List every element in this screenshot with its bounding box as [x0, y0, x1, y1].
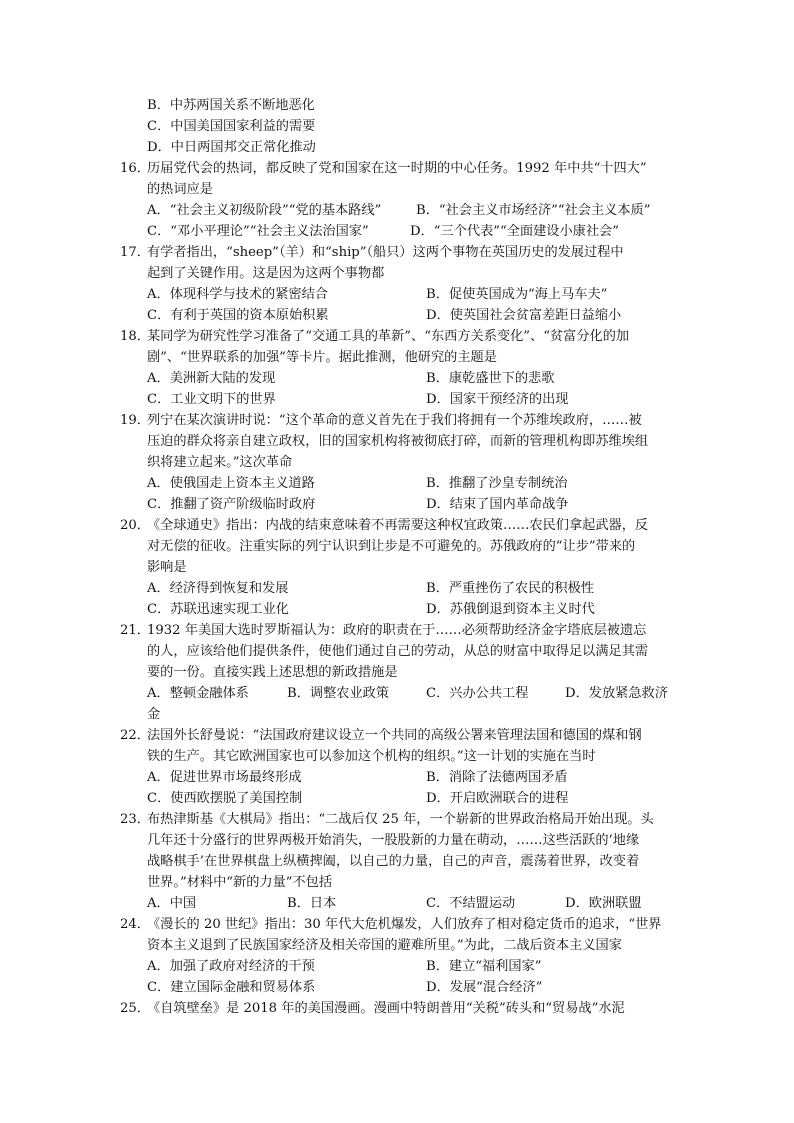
- option-c: C．使西欧摆脱了美国控制: [147, 791, 303, 806]
- question-stem: 的热词应是: [147, 182, 213, 197]
- question-stem: 影响是: [147, 560, 187, 575]
- option-d: D．使英国社会贫富差距日益缩小: [426, 308, 622, 323]
- option-c: C．不结盟运动: [426, 896, 516, 911]
- option-d: D．发放紧急救济: [565, 686, 668, 701]
- option-c: C．推翻了资产阶级临时政府: [147, 497, 316, 512]
- question-stem: 法国外长舒曼说：“法国政府建议设立一个共同的高级公署来管理法国和德国的煤和钢: [147, 728, 642, 743]
- option-d: D．苏俄倒退到资本主义时代: [426, 602, 595, 617]
- question-stem: 战略棋手’在世界棋盘上纵横捭阖，以自己的力量，自己的声音，震荡着世界，改变着: [147, 854, 640, 869]
- option-d: D．结束了国内革命战争: [426, 497, 569, 512]
- option-b: B．建立“福利国家”: [426, 959, 542, 974]
- question-number: 23．: [120, 812, 150, 827]
- option-c: C．苏联迅速实现工业化: [147, 602, 289, 617]
- option-c: C．工业文明下的世界: [147, 392, 276, 407]
- question-stem: 1932 年美国大选时罗斯福认为：政府的职责在于……必须帮助经济金字塔底层被遗忘: [147, 623, 647, 638]
- question-number: 25．: [120, 1001, 150, 1016]
- option-a: A．美洲新大陆的发现: [147, 371, 276, 386]
- option-c: C．兴办公共工程: [426, 686, 529, 701]
- option-c: C．有利于英国的资本原始积累: [147, 308, 329, 323]
- question-stem: 几年还十分盛行的世界两极开始消失，一股股新的力量在萌动，……这些活跃的‘地缘: [147, 833, 640, 848]
- question-stem: 铁的生产。其它欧洲国家也可以参加这个机构的组织。”这一计划的实施在当时: [147, 749, 596, 764]
- option-d: D．中日两国邦交正常化推动: [147, 140, 316, 155]
- question-stem: 列宁在某次演讲时说：“这个革命的意义首先在于我们将拥有一个苏维埃政府，……被: [147, 413, 642, 428]
- question-stem: 起到了关键作用。这是因为这两个事物都: [147, 266, 385, 281]
- question-stem: 对无偿的征收。注重实际的列宁认识到让步是不可避免的。苏俄政府的“让步”带来的: [147, 539, 636, 554]
- question-stem: 织将建立起来。”这次革命: [147, 455, 293, 470]
- option-a: A．体现科学与技术的紧密结合: [147, 287, 328, 302]
- option-b: B．促使英国成为“海上马车夫”: [426, 287, 608, 302]
- option-b: B．严重挫伤了农民的积极性: [426, 581, 594, 596]
- question-number: 21．: [120, 623, 150, 638]
- option-a: A．加强了政府对经济的干预: [147, 959, 315, 974]
- option-b: B．日本: [287, 896, 337, 911]
- question-stem: 布热津斯基《大棋局》指出：“二战后仅 25 年，一个崭新的世界政治格局开始出现。头: [147, 812, 654, 827]
- option-a: A．使俄国走上资本主义道路: [147, 476, 315, 491]
- question-stem: 《全球通史》指出：内战的结束意味着不再需要这种权宜政策……农民们拿起武器，反: [147, 518, 649, 533]
- option-a: A．经济得到恢复和发展: [147, 581, 289, 596]
- option-b: B．“社会主义市场经济”“社会主义本质”: [416, 203, 651, 218]
- option-c: C．中国美国国家利益的需要: [147, 119, 316, 134]
- option-d: D．国家干预经济的出现: [426, 392, 569, 407]
- question-number: 20．: [120, 518, 150, 533]
- option-a: A．中国: [147, 896, 197, 911]
- question-number: 18．: [120, 329, 150, 344]
- question-number: 16．: [120, 161, 150, 176]
- option-a: A．整顿金融体系: [147, 686, 249, 701]
- question-stem: 世界。”材料中“新的力量”不包括: [147, 875, 333, 890]
- question-number: 22．: [120, 728, 150, 743]
- option-c: C．“邓小平理论”“社会主义法治国家”: [147, 224, 369, 239]
- option-d: D．欧洲联盟: [565, 896, 642, 911]
- question-stem: 历届党代会的热词，都反映了党和国家在这一时期的中心任务。1992 年中共“十四大”: [147, 161, 647, 176]
- question-number: 17．: [120, 245, 150, 260]
- option-b: B．推翻了沙皇专制统治: [426, 476, 568, 491]
- question-stem: 《漫长的 20 世纪》指出：30 年代大危机爆发，人们放弃了相对稳定货币的追求，“世界: [147, 917, 662, 932]
- option-a: A．促进世界市场最终形成: [147, 770, 302, 785]
- question-stem: 压迫的群众将亲自建立政权，旧的国家机构将被彻底打碎，而新的管理机构即苏维埃组: [147, 434, 649, 449]
- question-number: 19．: [120, 413, 150, 428]
- option-d: D．发展“混合经济”: [426, 980, 543, 995]
- option-b: B．调整农业政策: [287, 686, 390, 701]
- question-stem: 某同学为研究性学习准备了“交通工具的革新”、“东西方关系变化”、“贫富分化的加: [147, 329, 630, 344]
- option-b: B．康乾盛世下的悲歌: [426, 371, 555, 386]
- question-number: 24．: [120, 917, 150, 932]
- question-stem: 有学者指出，“sheep”（羊）和“ship”（船只）这两个事物在英国历史的发展过程中: [147, 245, 624, 260]
- option-d: D．“三个代表”“全面建设小康社会”: [410, 224, 619, 239]
- question-stem: 剧”、“世界联系的加强”等卡片。据此推测，他研究的主题是: [147, 350, 497, 365]
- question-stem: 资本主义退到了民族国家经济及相关帝国的避难所里。”为此，二战后资本主义国家: [147, 938, 622, 953]
- question-stem: 的人，应该给他们提供条件，使他们通过自己的劳动，从总的财富中取得足以满足其需: [147, 644, 649, 659]
- option-d: D．开启欧洲联合的进程: [426, 791, 569, 806]
- option-b: B．中苏两国关系不断地恶化: [147, 98, 315, 113]
- option-d-continuation: 金: [147, 707, 161, 722]
- question-stem: 要的一份。直接实践上述思想的新政措施是: [147, 665, 398, 680]
- question-stem: 《自筑壁垒》是 2018 年的美国漫画。漫画中特朗普用“关税”砖头和“贸易战”水泥: [147, 1001, 625, 1016]
- option-a: A．“社会主义初级阶段”“党的基本路线”: [147, 203, 382, 218]
- option-c: C．建立国际金融和贸易体系: [147, 980, 316, 995]
- option-b: B．消除了法德两国矛盾: [426, 770, 568, 785]
